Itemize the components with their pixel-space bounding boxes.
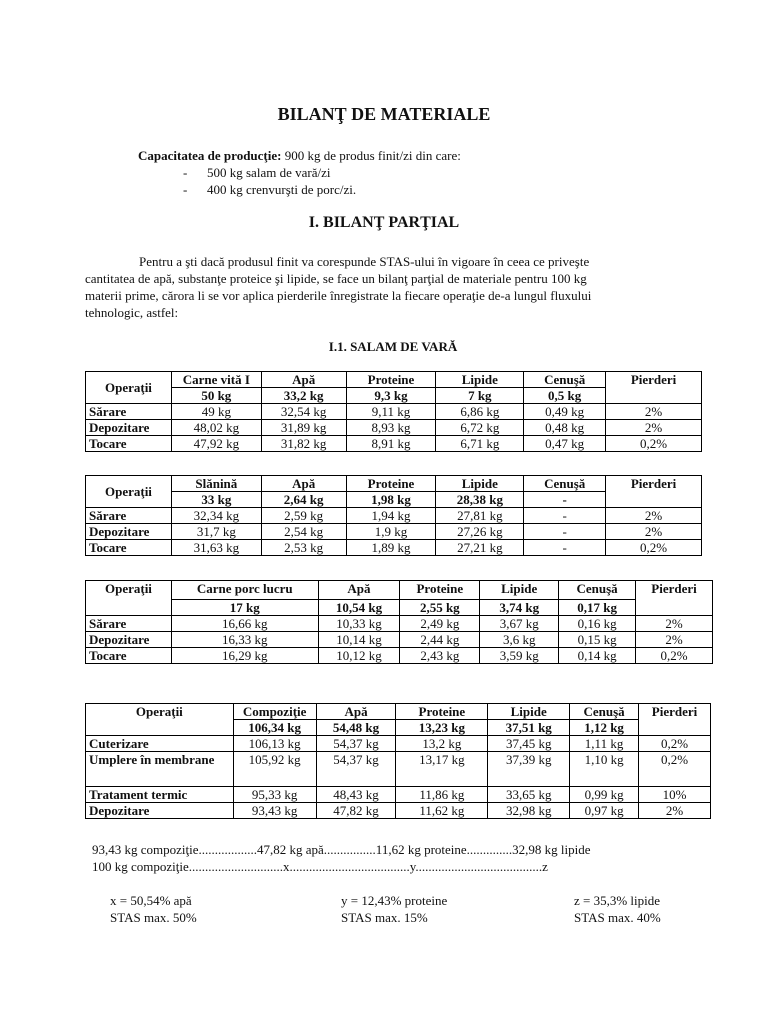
row-operation: Depozitare xyxy=(86,420,172,436)
table-cell: 48,02 kg xyxy=(171,420,261,436)
table-total: 2,64 kg xyxy=(261,492,346,508)
table-cell: 48,43 kg xyxy=(316,787,396,803)
table-total: 1,12 kg xyxy=(570,720,639,736)
table-cell: 95,33 kg xyxy=(233,787,316,803)
table-row xyxy=(86,648,713,664)
table-cell: - xyxy=(524,508,606,524)
row-operation: Depozitare xyxy=(86,803,234,819)
table-total: 54,48 kg xyxy=(316,720,396,736)
result-y: y = 12,43% proteine xyxy=(341,893,448,908)
table-total: 37,51 kg xyxy=(488,720,570,736)
table-cell: 37,45 kg xyxy=(488,736,570,752)
table-cell: 2% xyxy=(606,404,702,420)
table-cell: 13,17 kg xyxy=(396,752,488,787)
table-row xyxy=(86,540,702,556)
table-cell: 31,63 kg xyxy=(171,540,261,556)
table-cell: 10% xyxy=(639,787,711,803)
table-cell: 2,43 kg xyxy=(400,648,480,664)
table-cell: 93,43 kg xyxy=(233,803,316,819)
table-header: Lipide xyxy=(488,704,570,720)
table-cell: 2,59 kg xyxy=(261,508,346,524)
table-cell: 0,99 kg xyxy=(570,787,639,803)
row-operation: Cuterizare xyxy=(86,736,234,752)
table-cell: 16,33 kg xyxy=(171,632,318,648)
capacity-item-text: 500 kg salam de vară/zi xyxy=(207,165,331,180)
table-cell: 6,71 kg xyxy=(436,436,524,452)
table-cell: 8,91 kg xyxy=(346,436,436,452)
table-row xyxy=(86,420,702,436)
table-total: - xyxy=(524,492,606,508)
table-cell: - xyxy=(524,524,606,540)
table-header: Operaţii xyxy=(86,581,172,616)
capacity-item: - 500 kg salam de vară/zi xyxy=(183,165,331,180)
table-row xyxy=(86,752,711,787)
table-cell: 49 kg xyxy=(171,404,261,420)
table-cell: 2,54 kg xyxy=(261,524,346,540)
calc-line-2: 100 kg compoziţie.............................x.....................................y.......................................z xyxy=(92,859,548,874)
intro-paragraph xyxy=(85,253,695,321)
table-cell: 3,6 kg xyxy=(480,632,559,648)
table-row xyxy=(86,616,713,632)
table-total: 33 kg xyxy=(171,492,261,508)
table-total: 33,2 kg xyxy=(261,388,346,404)
table-cell: 16,29 kg xyxy=(171,648,318,664)
table-cell: 31,82 kg xyxy=(261,436,346,452)
table-cell: 33,65 kg xyxy=(488,787,570,803)
table-compozitie xyxy=(85,703,711,819)
table-total: 2,55 kg xyxy=(400,600,480,616)
table-cell: 6,86 kg xyxy=(436,404,524,420)
table-cell: 37,39 kg xyxy=(488,752,570,787)
row-operation: Depozitare xyxy=(86,632,172,648)
table-header: Compoziţie xyxy=(233,704,316,720)
table-cell: 27,21 kg xyxy=(436,540,524,556)
row-operation: Tocare xyxy=(86,436,172,452)
table-row xyxy=(86,508,702,524)
table-header: Cenuşă xyxy=(570,704,639,720)
table-cell: 8,93 kg xyxy=(346,420,436,436)
table-cell: 9,11 kg xyxy=(346,404,436,420)
table-cell: 0,97 kg xyxy=(570,803,639,819)
table-cell: 2% xyxy=(606,524,702,540)
table-cell: 1,10 kg xyxy=(570,752,639,787)
table-row xyxy=(86,436,702,452)
table-cell: 10,33 kg xyxy=(318,616,400,632)
table-header: Cenuşă xyxy=(524,476,606,492)
table-total: 13,23 kg xyxy=(396,720,488,736)
table-cell: 2% xyxy=(639,803,711,819)
table-header: Carne porc lucru xyxy=(171,581,318,600)
table-slanina xyxy=(85,475,702,556)
row-operation: Sărare xyxy=(86,616,172,632)
table-row xyxy=(86,632,713,648)
capacity-item-text: 400 kg crenvurşti de porc/zi. xyxy=(207,182,357,197)
table-header: Slănină xyxy=(171,476,261,492)
table-header: Lipide xyxy=(480,581,559,600)
table-header: Apă xyxy=(261,372,346,388)
result-x: x = 50,54% apă xyxy=(110,893,192,908)
table-row xyxy=(86,736,711,752)
row-operation: Depozitare xyxy=(86,524,172,540)
table-row xyxy=(86,404,702,420)
table-header: Lipide xyxy=(436,372,524,388)
table-cell: 10,14 kg xyxy=(318,632,400,648)
table-cell: 2% xyxy=(606,508,702,524)
table-header: Proteine xyxy=(346,476,436,492)
paragraph-line: tehnologic, astfel: xyxy=(85,305,179,320)
table-cell: 0,15 kg xyxy=(559,632,636,648)
table-total: 10,54 kg xyxy=(318,600,400,616)
table-cell: 2,49 kg xyxy=(400,616,480,632)
paragraph-line: materii prime, cărora li se vor aplica pierderile înregistrate la fiecare operaţie de-a lungul fluxului xyxy=(85,288,592,303)
table-total: 0,17 kg xyxy=(559,600,636,616)
table-cell: 1,89 kg xyxy=(346,540,436,556)
table-header: Operaţii xyxy=(86,704,234,736)
table-row xyxy=(86,787,711,803)
section-title: I. BILANŢ PARŢIAL xyxy=(308,214,460,231)
table-carne-porc xyxy=(85,580,713,664)
stas-z: STAS max. 40% xyxy=(574,910,661,925)
table-cell: 3,59 kg xyxy=(480,648,559,664)
table-cell: 27,81 kg xyxy=(436,508,524,524)
table-header: Lipide xyxy=(436,476,524,492)
table-cell: 2,53 kg xyxy=(261,540,346,556)
table-header: Proteine xyxy=(396,704,488,720)
table-header: Proteine xyxy=(400,581,480,600)
row-operation: Umplere în membrane xyxy=(86,752,234,787)
table-cell: 32,54 kg xyxy=(261,404,346,420)
table-cell: 3,67 kg xyxy=(480,616,559,632)
table-header: Proteine xyxy=(346,372,436,388)
table-header: Carne vită I xyxy=(171,372,261,388)
table-total: 28,38 kg xyxy=(436,492,524,508)
table-cell: 0,2% xyxy=(639,736,711,752)
row-operation: Sărare xyxy=(86,508,172,524)
table-header: Pierderi xyxy=(636,581,713,616)
table-total: 3,74 kg xyxy=(480,600,559,616)
capacity-text: 900 kg de produs finit/zi din care: xyxy=(281,148,461,163)
row-operation: Tocare xyxy=(86,540,172,556)
table-cell: 0,16 kg xyxy=(559,616,636,632)
table-cell: 16,66 kg xyxy=(171,616,318,632)
document-title: BILANŢ DE MATERIALE xyxy=(277,104,491,124)
table-cell: 1,11 kg xyxy=(570,736,639,752)
table-total: 106,34 kg xyxy=(233,720,316,736)
stas-y: STAS max. 15% xyxy=(341,910,428,925)
table-cell: 0,49 kg xyxy=(524,404,606,420)
row-operation: Sărare xyxy=(86,404,172,420)
table-cell: 54,37 kg xyxy=(316,752,396,787)
table-cell: 11,86 kg xyxy=(396,787,488,803)
table-cell: 10,12 kg xyxy=(318,648,400,664)
table-header: Pierderi xyxy=(606,476,702,508)
table-header: Pierderi xyxy=(639,704,711,736)
table-cell: 2% xyxy=(636,632,713,648)
table-cell: 11,62 kg xyxy=(396,803,488,819)
table-cell: 106,13 kg xyxy=(233,736,316,752)
paragraph-line: cantitatea de apă, substanţe proteice şi lipide, se face un bilanţ parţial de materiale pentru 100 kg xyxy=(85,271,587,286)
table-cell: 32,98 kg xyxy=(488,803,570,819)
table-cell: 0,2% xyxy=(636,648,713,664)
table-cell: 1,94 kg xyxy=(346,508,436,524)
table-cell: 0,14 kg xyxy=(559,648,636,664)
table-header: Operaţii xyxy=(86,372,172,404)
stas-x: STAS max. 50% xyxy=(110,910,197,925)
table-cell: 0,2% xyxy=(639,752,711,787)
table-header: Cenuşă xyxy=(524,372,606,388)
table-total: 7 kg xyxy=(436,388,524,404)
table-cell: 47,92 kg xyxy=(171,436,261,452)
table-cell: 32,34 kg xyxy=(171,508,261,524)
table-total: 9,3 kg xyxy=(346,388,436,404)
table-cell: - xyxy=(524,540,606,556)
table-cell: 105,92 kg xyxy=(233,752,316,787)
table-cell: 13,2 kg xyxy=(396,736,488,752)
row-operation: Tocare xyxy=(86,648,172,664)
table-header: Apă xyxy=(261,476,346,492)
table-cell: 6,72 kg xyxy=(436,420,524,436)
capacity-item: - 400 kg crenvurşti de porc/zi. xyxy=(183,182,357,197)
subsection-title: I.1. SALAM DE VARĂ xyxy=(328,339,458,354)
table-cell: 2% xyxy=(606,420,702,436)
table-total: 0,5 kg xyxy=(524,388,606,404)
table-carne-vita xyxy=(85,371,702,452)
table-total: 50 kg xyxy=(171,388,261,404)
table-total: 1,98 kg xyxy=(346,492,436,508)
capacity-label: Capacitatea de producţie: xyxy=(138,148,282,163)
result-z: z = 35,3% lipide xyxy=(574,893,661,908)
table-header: Pierderi xyxy=(606,372,702,404)
paragraph-line: Pentru a şti dacă produsul finit va corespunde STAS-ului în vigoare în ceea ce priveşte xyxy=(139,254,590,269)
row-operation: Tratament termic xyxy=(86,787,234,803)
table-cell: 27,26 kg xyxy=(436,524,524,540)
table-cell: 31,7 kg xyxy=(171,524,261,540)
table-cell: 47,82 kg xyxy=(316,803,396,819)
table-total: 17 kg xyxy=(171,600,318,616)
table-cell: 0,47 kg xyxy=(524,436,606,452)
table-header: Cenuşă xyxy=(559,581,636,600)
table-header: Operaţii xyxy=(86,476,172,508)
table-cell: 31,89 kg xyxy=(261,420,346,436)
table-cell: 2% xyxy=(636,616,713,632)
table-cell: 54,37 kg xyxy=(316,736,396,752)
capacity-line xyxy=(138,148,461,164)
table-header: Apă xyxy=(318,581,400,600)
calc-line-1: 93,43 kg compoziţie..................47,82 kg apă................11,62 kg proteine..............32,98 kg lipide xyxy=(92,842,591,857)
table-cell: 1,9 kg xyxy=(346,524,436,540)
table-row xyxy=(86,803,711,819)
table-cell: 0,2% xyxy=(606,540,702,556)
table-cell: 2,44 kg xyxy=(400,632,480,648)
table-cell: 0,2% xyxy=(606,436,702,452)
table-cell: 0,48 kg xyxy=(524,420,606,436)
table-header: Apă xyxy=(316,704,396,720)
table-row xyxy=(86,524,702,540)
